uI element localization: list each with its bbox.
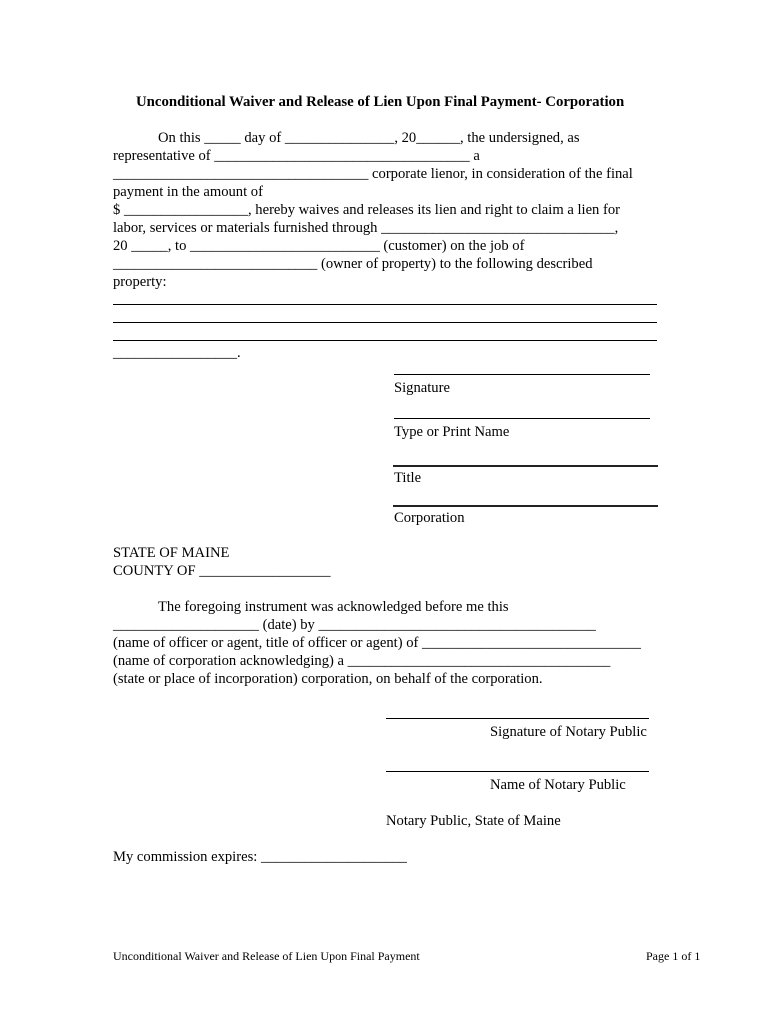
property-line-end: _________________. <box>113 345 241 361</box>
body-line-4: payment in the amount of <box>113 184 263 200</box>
commission-expires: My commission expires: ____________________ <box>113 849 407 865</box>
corporation-label: Corporation <box>394 510 465 526</box>
signature-label: Signature <box>394 380 450 396</box>
ack-line-2: ____________________ (date) by ______________________________________ <box>113 617 596 633</box>
notary-name-line <box>386 771 649 772</box>
property-line-3 <box>113 340 657 341</box>
corporation-line <box>393 505 658 507</box>
county-line: COUNTY OF __________________ <box>113 563 331 579</box>
ack-line-1: The foregoing instrument was acknowledged before me this <box>158 599 509 615</box>
body-line-2: representative of ___________________________________ a <box>113 148 480 164</box>
ack-line-5: (state or place of incorporation) corporation, on behalf of the corporation. <box>113 671 543 687</box>
state-heading: STATE OF MAINE <box>113 545 230 561</box>
title-label: Title <box>394 470 422 486</box>
document-title: Unconditional Waiver and Release of Lien Upon Final Payment- Corporation <box>136 94 625 110</box>
print-name-line <box>394 418 650 419</box>
body-line-3: ___________________________________ corporate lienor, in consideration of the final <box>113 166 633 182</box>
body-line-7: 20 _____, to __________________________ (customer) on the job of <box>113 238 525 254</box>
signature-line <box>394 374 650 375</box>
notary-signature-line <box>386 718 649 719</box>
property-line-2 <box>113 322 657 323</box>
print-name-label: Type or Print Name <box>394 424 510 440</box>
body-line-1: On this _____ day of _______________, 20______, the undersigned, as <box>158 130 580 146</box>
notary-signature-label: Signature of Notary Public <box>490 724 647 740</box>
body-line-8: ____________________________ (owner of property) to the following described <box>113 256 593 272</box>
ack-line-3: (name of officer or agent, title of officer or agent) of ______________________________ <box>113 635 641 651</box>
notary-name-label: Name of Notary Public <box>490 777 626 793</box>
footer-title: Unconditional Waiver and Release of Lien Upon Final Payment <box>113 949 420 963</box>
ack-line-4: (name of corporation acknowledging) a ____________________________________ <box>113 653 611 669</box>
page-number: Page 1 of 1 <box>646 949 701 963</box>
body-line-9: property: <box>113 274 167 290</box>
title-line <box>393 465 658 467</box>
body-line-6: labor, services or materials furnished through ________________________________, <box>113 220 619 236</box>
property-line-1 <box>113 304 657 305</box>
notary-state-label: Notary Public, State of Maine <box>386 813 561 829</box>
body-line-5: $ _________________, hereby waives and releases its lien and right to claim a lien for <box>113 202 621 218</box>
